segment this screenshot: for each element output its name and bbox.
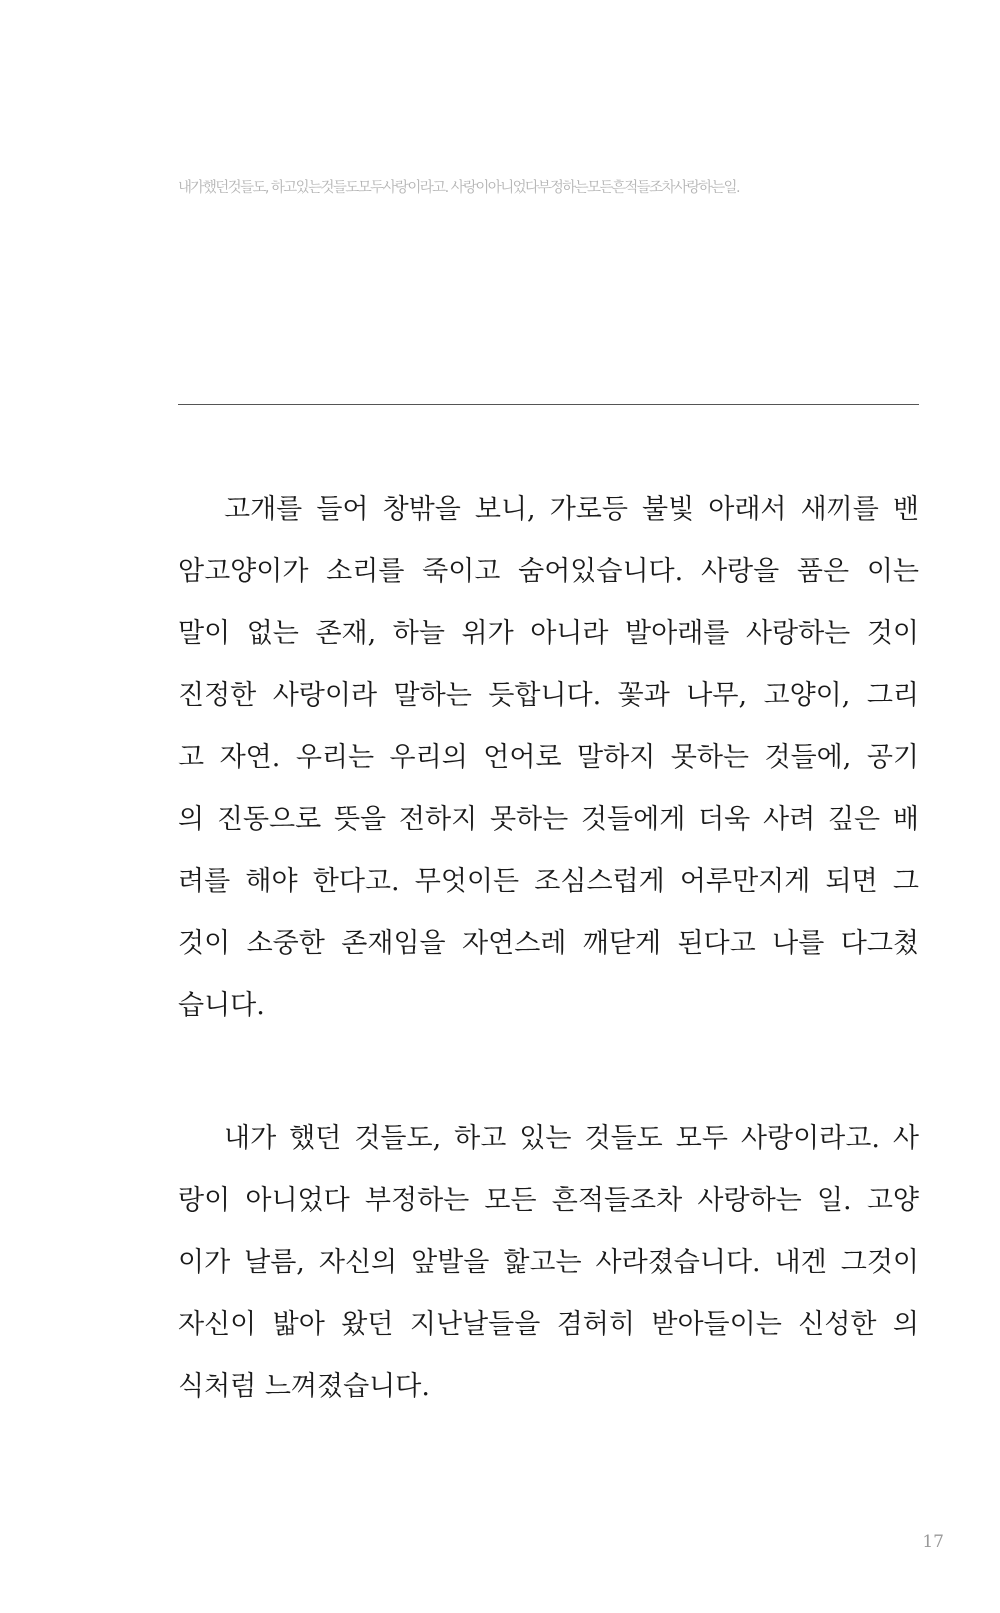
text-line: 진정한 사랑이라 말하는 듯합니다. 꽃과 나무, 고양이, 그리	[178, 680, 919, 711]
page-number: 17	[922, 1532, 944, 1552]
text-line: 내가 했던 것들도, 하고 있는 것들도 모두 사랑이라고. 사	[224, 1123, 919, 1154]
text-line: 의 진동으로 뜻을 전하지 못하는 것들에게 더욱 사려 깊은 배	[178, 804, 919, 835]
text-line: 이가 날름, 자신의 앞발을 핥고는 사라졌습니다. 내겐 그것이	[178, 1247, 919, 1278]
text-line: 자신이 밟아 왔던 지난날들을 겸허히 받아들이는 신성한 의	[178, 1309, 919, 1340]
text-line: 고개를 들어 창밖을 보니, 가로등 불빛 아래서 새끼를 밴	[224, 494, 919, 525]
text-line: 식처럼 느껴졌습니다.	[178, 1371, 430, 1402]
text-line: 것이 소중한 존재임을 자연스레 깨닫게 된다고 나를 다그쳤	[178, 928, 919, 959]
running-header: 내가했던것들도, 하고있는것들도모두사랑이라고. 사랑이아니었다부정하는모든흔적들조차사랑하는일.	[178, 180, 739, 196]
text-line: 려를 해야 한다고. 무엇이든 조심스럽게 어루만지게 되면 그	[178, 866, 919, 897]
text-line: 고 자연. 우리는 우리의 언어로 말하지 못하는 것들에, 공기	[178, 742, 919, 773]
text-line: 암고양이가 소리를 죽이고 숨어있습니다. 사랑을 품은 이는	[178, 556, 919, 587]
text-line: 말이 없는 존재, 하늘 위가 아니라 발아래를 사랑하는 것이	[178, 618, 919, 649]
paragraph-1	[178, 479, 919, 1037]
text-line: 습니다.	[178, 990, 265, 1021]
header-divider	[178, 404, 919, 405]
paragraph-2	[178, 1108, 919, 1418]
text-line: 랑이 아니었다 부정하는 모든 흔적들조차 사랑하는 일. 고양	[178, 1185, 919, 1216]
